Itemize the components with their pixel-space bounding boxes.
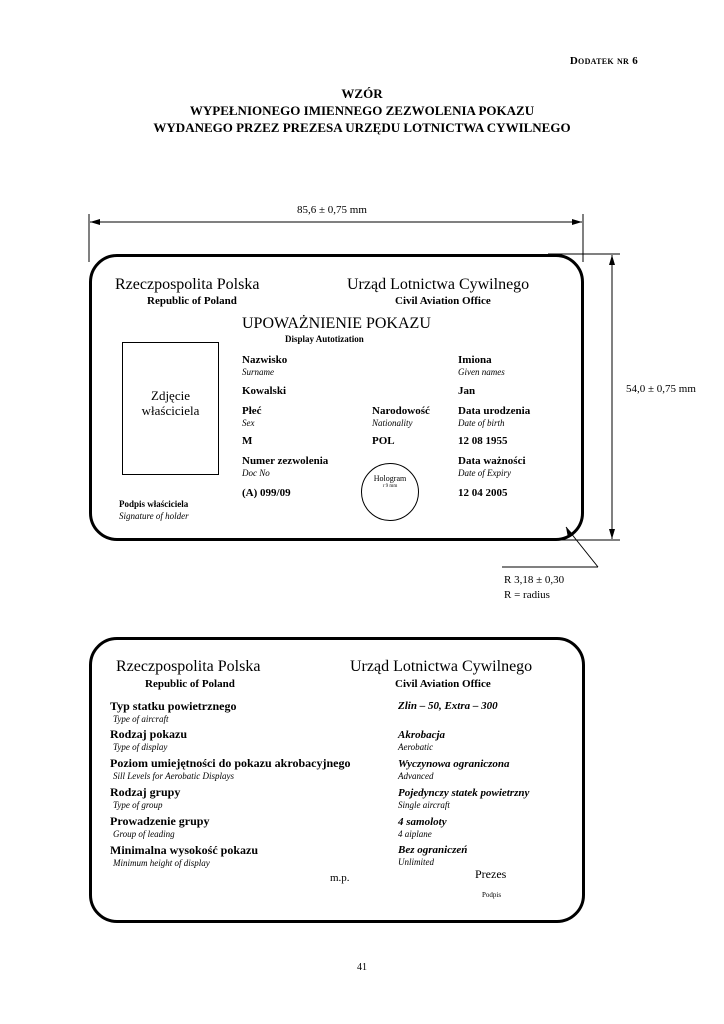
back-office-pl: Urząd Lotnictwa Cywilnego [350, 658, 533, 675]
nationality-value: POL [372, 435, 395, 447]
aircraft-type-label: Typ statku powietrznego [110, 699, 237, 713]
title-line-1: WZÓR [341, 86, 383, 101]
nationality-label-en: Nationality [372, 418, 413, 428]
group-type-label: Rodzaj grupy [110, 785, 181, 799]
date-of-birth-value: 12 08 1955 [458, 435, 508, 447]
hologram-circle [361, 463, 419, 521]
signature-label: Podpis właściciela [119, 499, 189, 509]
display-type-value: Akrobacja [398, 729, 446, 741]
sex-value: M [242, 435, 253, 447]
aircraft-type-label-en: Type of aircraft [113, 714, 169, 724]
surname-label-en: Surname [242, 367, 274, 377]
skill-level-value-en: Advanced [398, 771, 434, 781]
photo-label: Zdjęcie właściciela [141, 388, 200, 418]
skill-level-value: Wyczynowa ograniczona [398, 758, 510, 770]
nationality-label: Narodowość [372, 405, 430, 417]
document-title-en: Display Autotization [285, 334, 364, 344]
document-title: UPOWAŻNIENIE POKAZU [242, 315, 431, 332]
min-height-label-en: Minimum height of display [113, 858, 210, 868]
display-type-label-en: Type of display [113, 742, 168, 752]
back-office-en: Civil Aviation Office [395, 678, 491, 690]
radius-note: R = radius [504, 589, 550, 601]
group-type-value: Pojedynczy statek powietrzny [398, 787, 530, 799]
page-number: 41 [357, 962, 367, 973]
min-height-value: Bez ograniczeń [398, 844, 468, 856]
skill-level-label: Poziom umiejętności do pokazu akrobacyjnego [110, 756, 351, 770]
stamp-label: m.p. [330, 872, 350, 884]
display-type-value-en: Aerobatic [398, 742, 434, 752]
president-label: Prezes [475, 867, 507, 881]
given-names-value: Jan [458, 385, 476, 397]
hologram-size: r 9 mm [382, 484, 398, 489]
height-dimension: 54,0 ± 0,75 mm [626, 383, 696, 395]
back-country-en: Republic of Poland [145, 678, 235, 690]
group-leading-value: 4 samoloty [398, 816, 447, 828]
group-leading-label: Prowadzenie grupy [110, 814, 210, 828]
doc-number-label: Numer zezwolenia [242, 455, 329, 467]
min-height-label: Minimalna wysokość pokazu [110, 843, 259, 857]
title-line-2: WYPEŁNIONEGO IMIENNEGO ZEZWOLENIA POKAZU [189, 103, 535, 118]
group-type-value-en: Single aircraft [398, 800, 450, 810]
expiry-date-value: 12 04 2005 [458, 487, 508, 499]
front-office-en: Civil Aviation Office [395, 295, 491, 307]
group-leading-value-en: 4 aiplane [398, 829, 432, 839]
expiry-date-label: Data ważności [458, 455, 526, 467]
signature-label-en: Signature of holder [119, 511, 189, 521]
sex-label-en: Sex [242, 418, 255, 428]
surname-label: Nazwisko [242, 354, 288, 366]
hologram-label: Hologram [373, 474, 407, 483]
back-country-pl: Rzeczpospolita Polska [116, 658, 261, 675]
front-office-pl: Urząd Lotnictwa Cywilnego [347, 276, 530, 293]
radius-dimension: R 3,18 ± 0,30 [504, 574, 565, 586]
doc-number-value: (A) 099/09 [242, 487, 291, 499]
sex-label: Płeć [242, 405, 262, 417]
surname-value: Kowalski [242, 385, 287, 397]
date-of-birth-label-en: Date of birth [458, 418, 505, 428]
aircraft-type-value: Zlin – 50, Extra – 300 [398, 700, 498, 712]
width-dimension: 85,6 ± 0,75 mm [297, 204, 367, 216]
appendix-label: Dodatek nr 6 [569, 55, 638, 67]
front-country-pl: Rzeczpospolita Polska [115, 276, 260, 293]
date-of-birth-label: Data urodzenia [458, 405, 531, 417]
doc-number-label-en: Doc No [242, 468, 270, 478]
title-line-3: WYDANEGO PRZEZ PREZESA URZĘDU LOTNICTWA CYWILNEGO [153, 120, 571, 135]
min-height-value-en: Unlimited [398, 857, 434, 867]
given-names-label: Imiona [458, 354, 492, 366]
given-names-label-en: Given names [458, 367, 505, 377]
front-country-en: Republic of Poland [147, 295, 237, 307]
group-type-label-en: Type of group [113, 800, 163, 810]
skill-level-label-en: Sill Levels for Aerobatic Displays [113, 771, 234, 781]
group-leading-label-en: Group of leading [113, 829, 175, 839]
display-type-label: Rodzaj pokazu [110, 727, 188, 741]
president-signature-label: Podpis [482, 891, 502, 899]
expiry-date-label-en: Date of Expiry [458, 468, 511, 478]
